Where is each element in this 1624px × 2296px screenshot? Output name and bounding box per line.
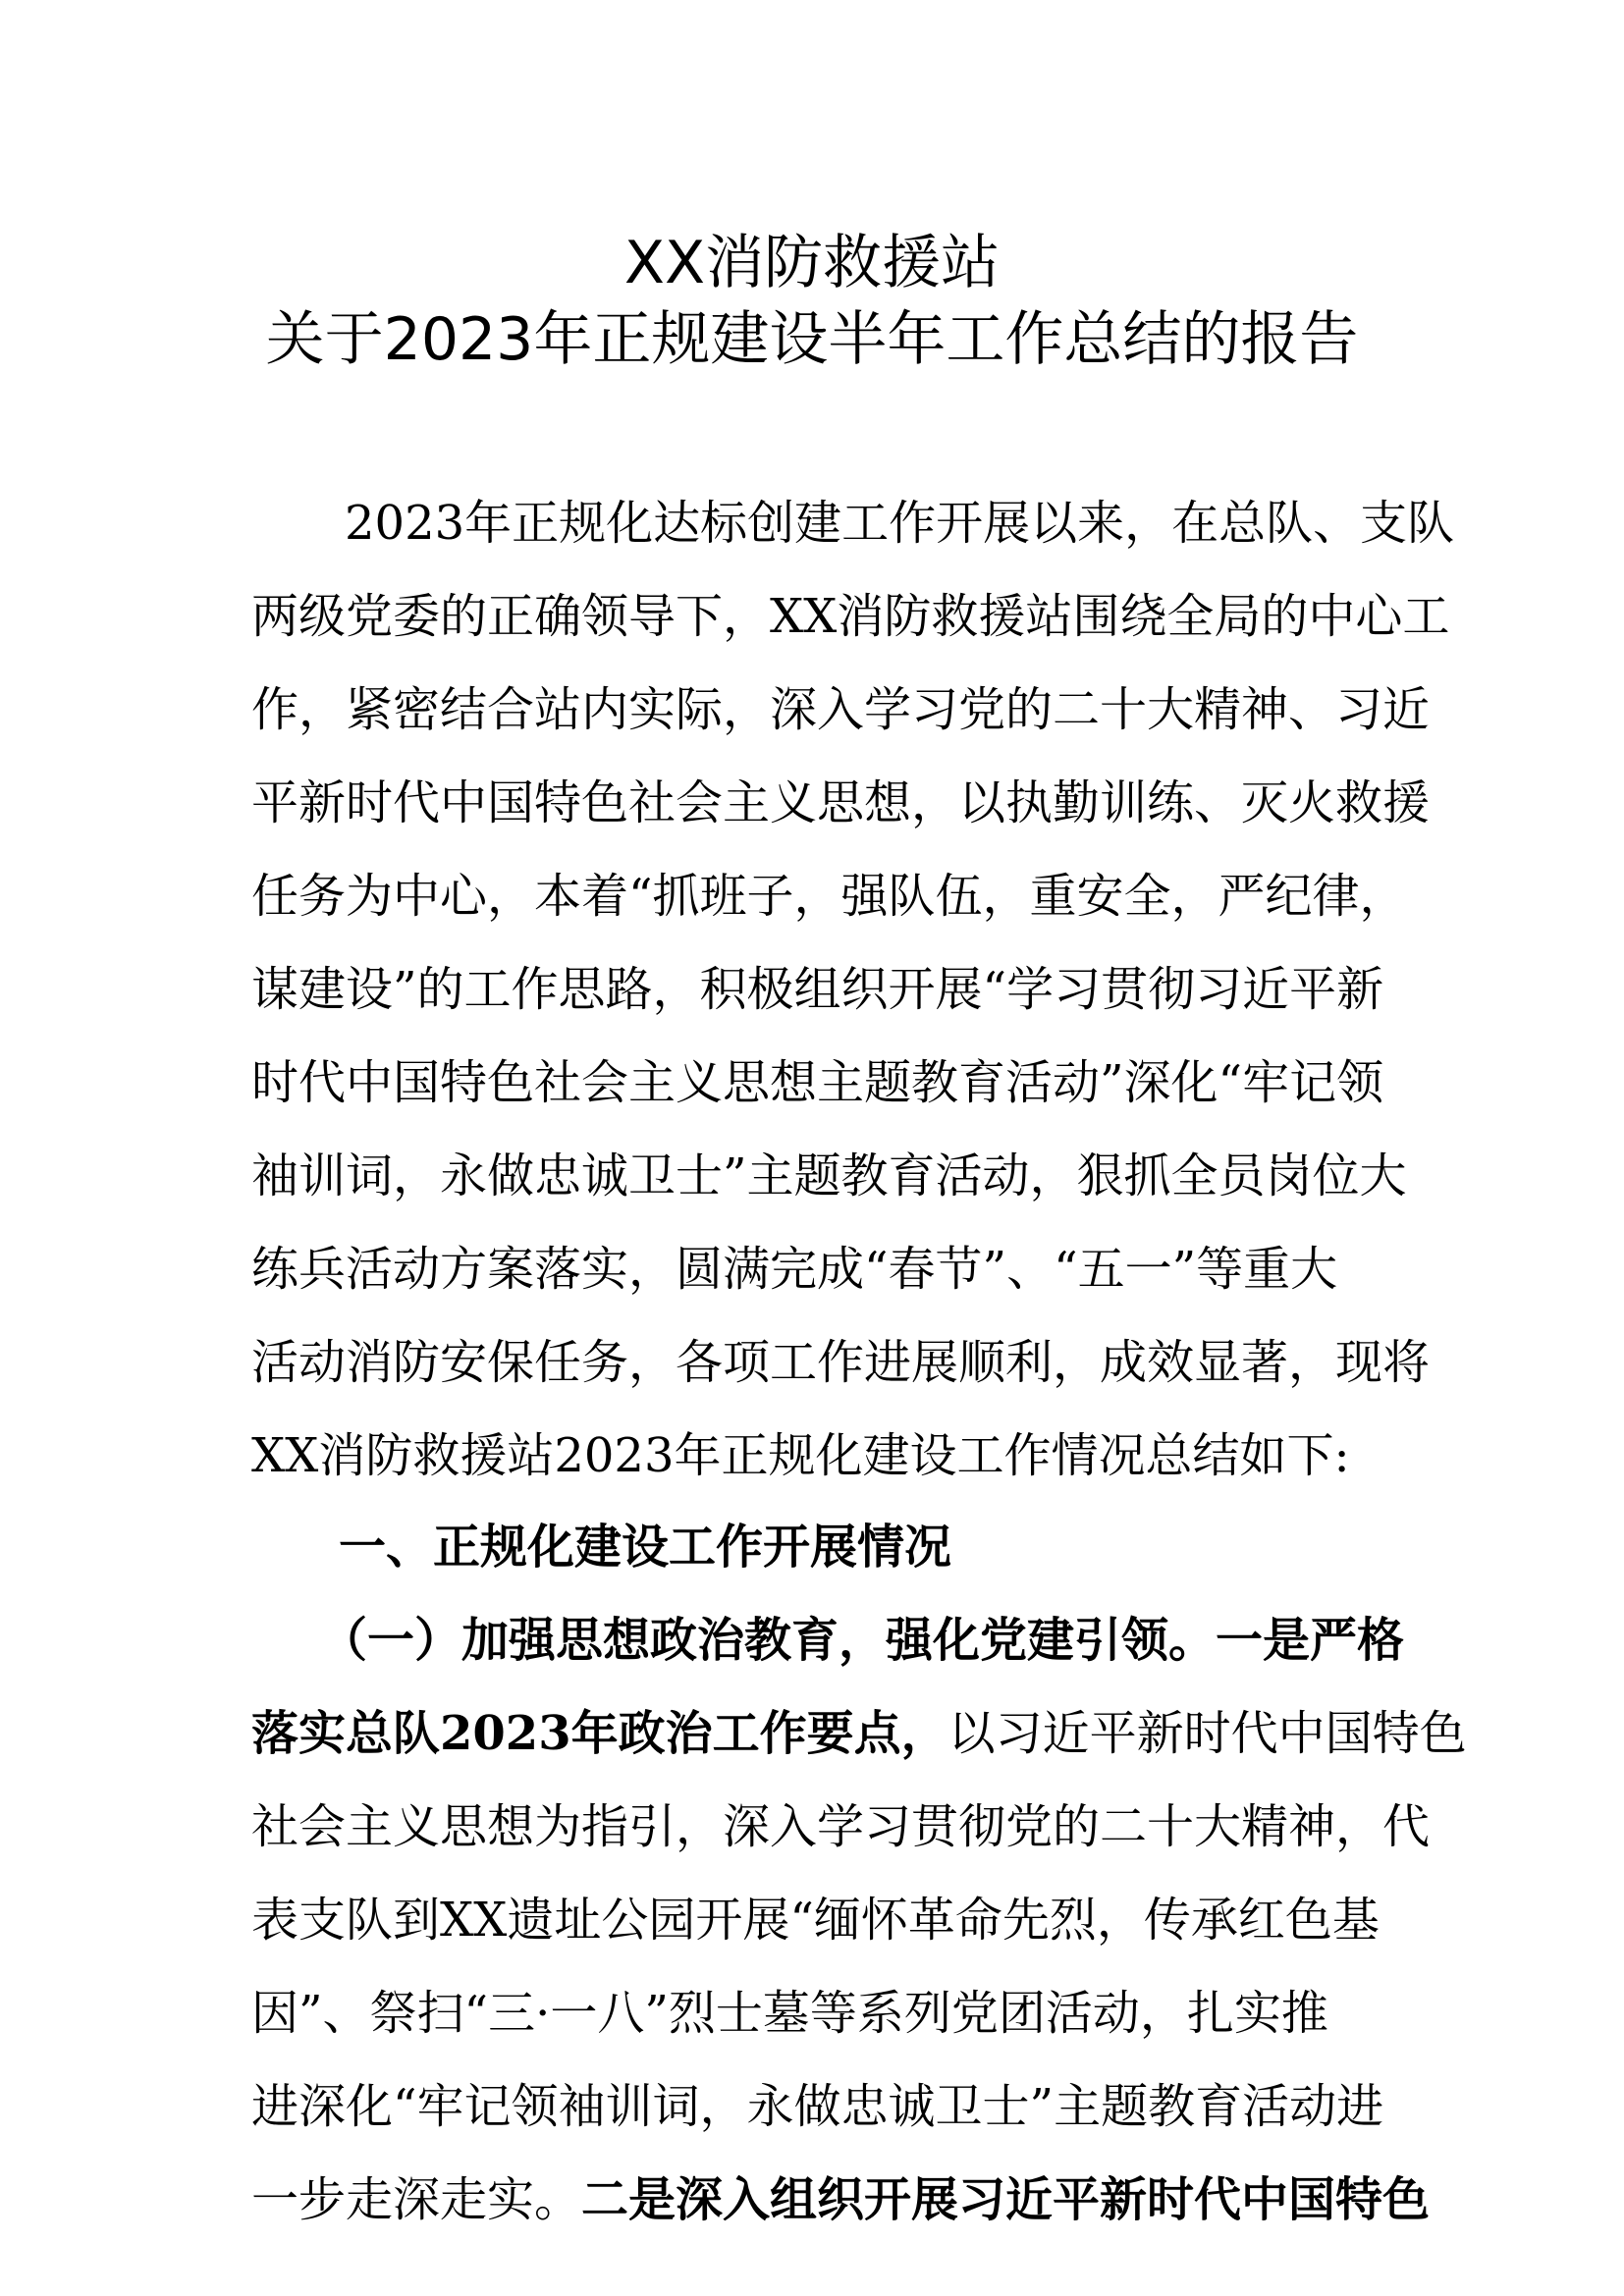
paragraph-line: [251, 2172, 1431, 2227]
paragraph-line: 时代中国特色社会主义思想主题教育活动”深化“牢记领: [251, 1055, 1384, 1110]
paragraph-line: 社会主义思想为指引，深入学习贯彻党的二十大精神，代: [251, 1799, 1431, 1854]
paragraph-line: 谋建设”的工作思路，积极组织开展“学习贯彻习近平新: [251, 962, 1384, 1017]
section-heading: 一、正规化建设工作开展情况: [339, 1520, 952, 1575]
paragraph-line: 进深化“牢记领袖训词，永做忠诚卫士”主题教育活动进: [251, 2079, 1384, 2134]
paragraph-line: 2023年正规化达标创建工作开展以来，在总队、支队: [345, 496, 1455, 551]
subsection-heading-line: （一）加强思想政治教育，强化党建引领。一是严格: [320, 1613, 1405, 1668]
paragraph-line: 任务为中心，本着“抓班子，强队伍，重安全，严纪律，: [251, 869, 1407, 924]
paragraph-line: 两级党委的正确领导下，XX消防救援站围绕全局的中心工: [251, 589, 1450, 644]
paragraph-line: 活动消防安保任务，各项工作进展顺利，成效显著，现将: [251, 1335, 1431, 1390]
document-title-line-2: 关于2023年正规建设半年工作总结的报告: [265, 305, 1359, 374]
paragraph-line: 作，紧密结合站内实际，深入学习党的二十大精神、习近: [251, 682, 1431, 737]
paragraph-line: 因”、祭扫“三·一八”烈士墓等系列党团活动，扎实推: [251, 1986, 1328, 2041]
document-title-line-1: XX消防救援站: [623, 229, 1001, 297]
paragraph-line: [251, 1706, 1467, 1761]
paragraph-text: 以习近平新时代中国特色: [947, 1706, 1467, 1761]
bold-lead-text: 二是深入组织开展习近平新时代中国特色: [581, 2172, 1431, 2227]
paragraph-text: 一步走深走实。: [251, 2172, 582, 2227]
paragraph-line: 平新时代中国特色社会主义思想，以执勤训练、灭火救援: [251, 775, 1431, 830]
paragraph-line: 表支队到XX遗址公园开展“缅怀革命先烈，传承红色基: [251, 1893, 1380, 1948]
paragraph-line: XX消防救援站2023年正规化建设工作情况总结如下:: [251, 1428, 1350, 1483]
bold-lead-text: 落实总队2023年政治工作要点，: [251, 1706, 948, 1761]
paragraph-line: 练兵活动方案落实，圆满完成“春节”、“五一”等重大: [251, 1242, 1338, 1297]
paragraph-line: 袖训词，永做忠诚卫士”主题教育活动，狠抓全员岗位大: [251, 1148, 1407, 1203]
